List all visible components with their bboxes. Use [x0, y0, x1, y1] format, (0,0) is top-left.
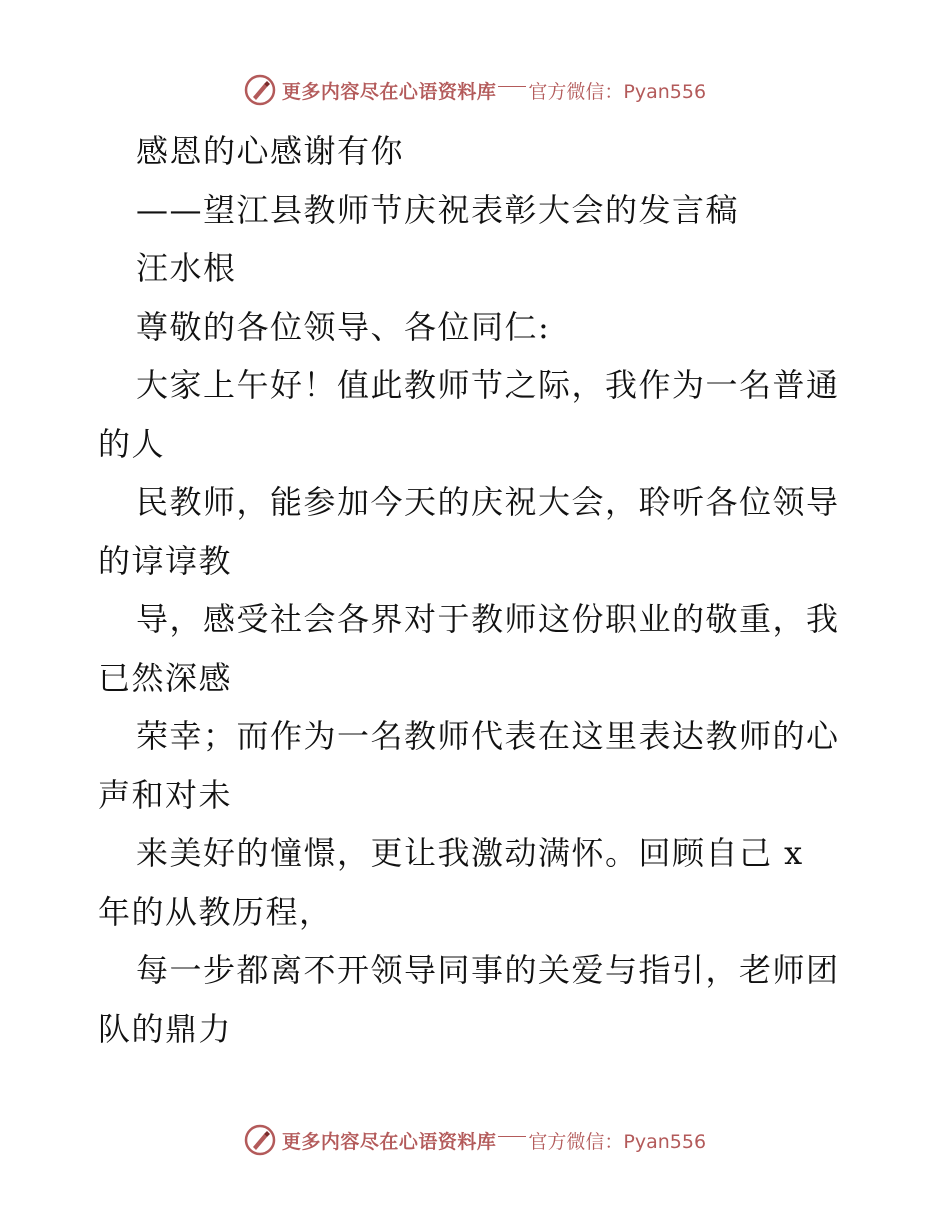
header-banner-wechat: 官方微信：Pyan556: [528, 80, 707, 103]
footer-banner: [0, 1120, 950, 1160]
header-banner-separator: [498, 86, 526, 87]
body-line: 年的从教历程，: [98, 892, 333, 931]
body-line: 声和对未: [98, 775, 233, 814]
pen-logo-icon: [244, 74, 276, 106]
pen-logo-icon: [244, 1124, 276, 1156]
body-line: 的谆谆教: [98, 541, 233, 580]
body-line: 大家上午好！值此教师节之际，我作为一名普通: [136, 366, 840, 404]
body-line: 导，感受社会各界对于教师这份职业的敬重，我: [136, 600, 840, 638]
document-subtitle: ——望江县教师节庆祝表彰大会的发言稿: [136, 190, 740, 229]
footer-banner-text: 更多内容尽在心语资料库: [281, 1130, 497, 1153]
document-title: 感恩的心感谢有你: [136, 132, 405, 170]
body-line: 荣幸；而作为一名教师代表在这里表达教师的心: [136, 717, 840, 755]
body-line: 来美好的憧憬，更让我激动满怀。回顾自己 x: [136, 834, 804, 872]
document-salutation: 尊敬的各位领导、各位同仁:: [136, 307, 551, 346]
body-line: 队的鼎力: [98, 1009, 233, 1048]
document-author: 汪水根: [136, 249, 237, 287]
header-banner-text: 更多内容尽在心语资料库: [281, 80, 497, 103]
document-body: [98, 122, 858, 1058]
footer-banner-separator: [498, 1136, 526, 1137]
body-line: 的人: [98, 424, 166, 463]
header-banner: [0, 70, 950, 110]
footer-banner-wechat: 官方微信：Pyan556: [528, 1130, 707, 1153]
body-line: 民教师，能参加今天的庆祝大会，聆听各位领导: [136, 483, 840, 521]
body-line: 已然深感: [98, 658, 233, 697]
body-line: 每一步都离不开领导同事的关爱与指引，老师团: [136, 951, 840, 989]
